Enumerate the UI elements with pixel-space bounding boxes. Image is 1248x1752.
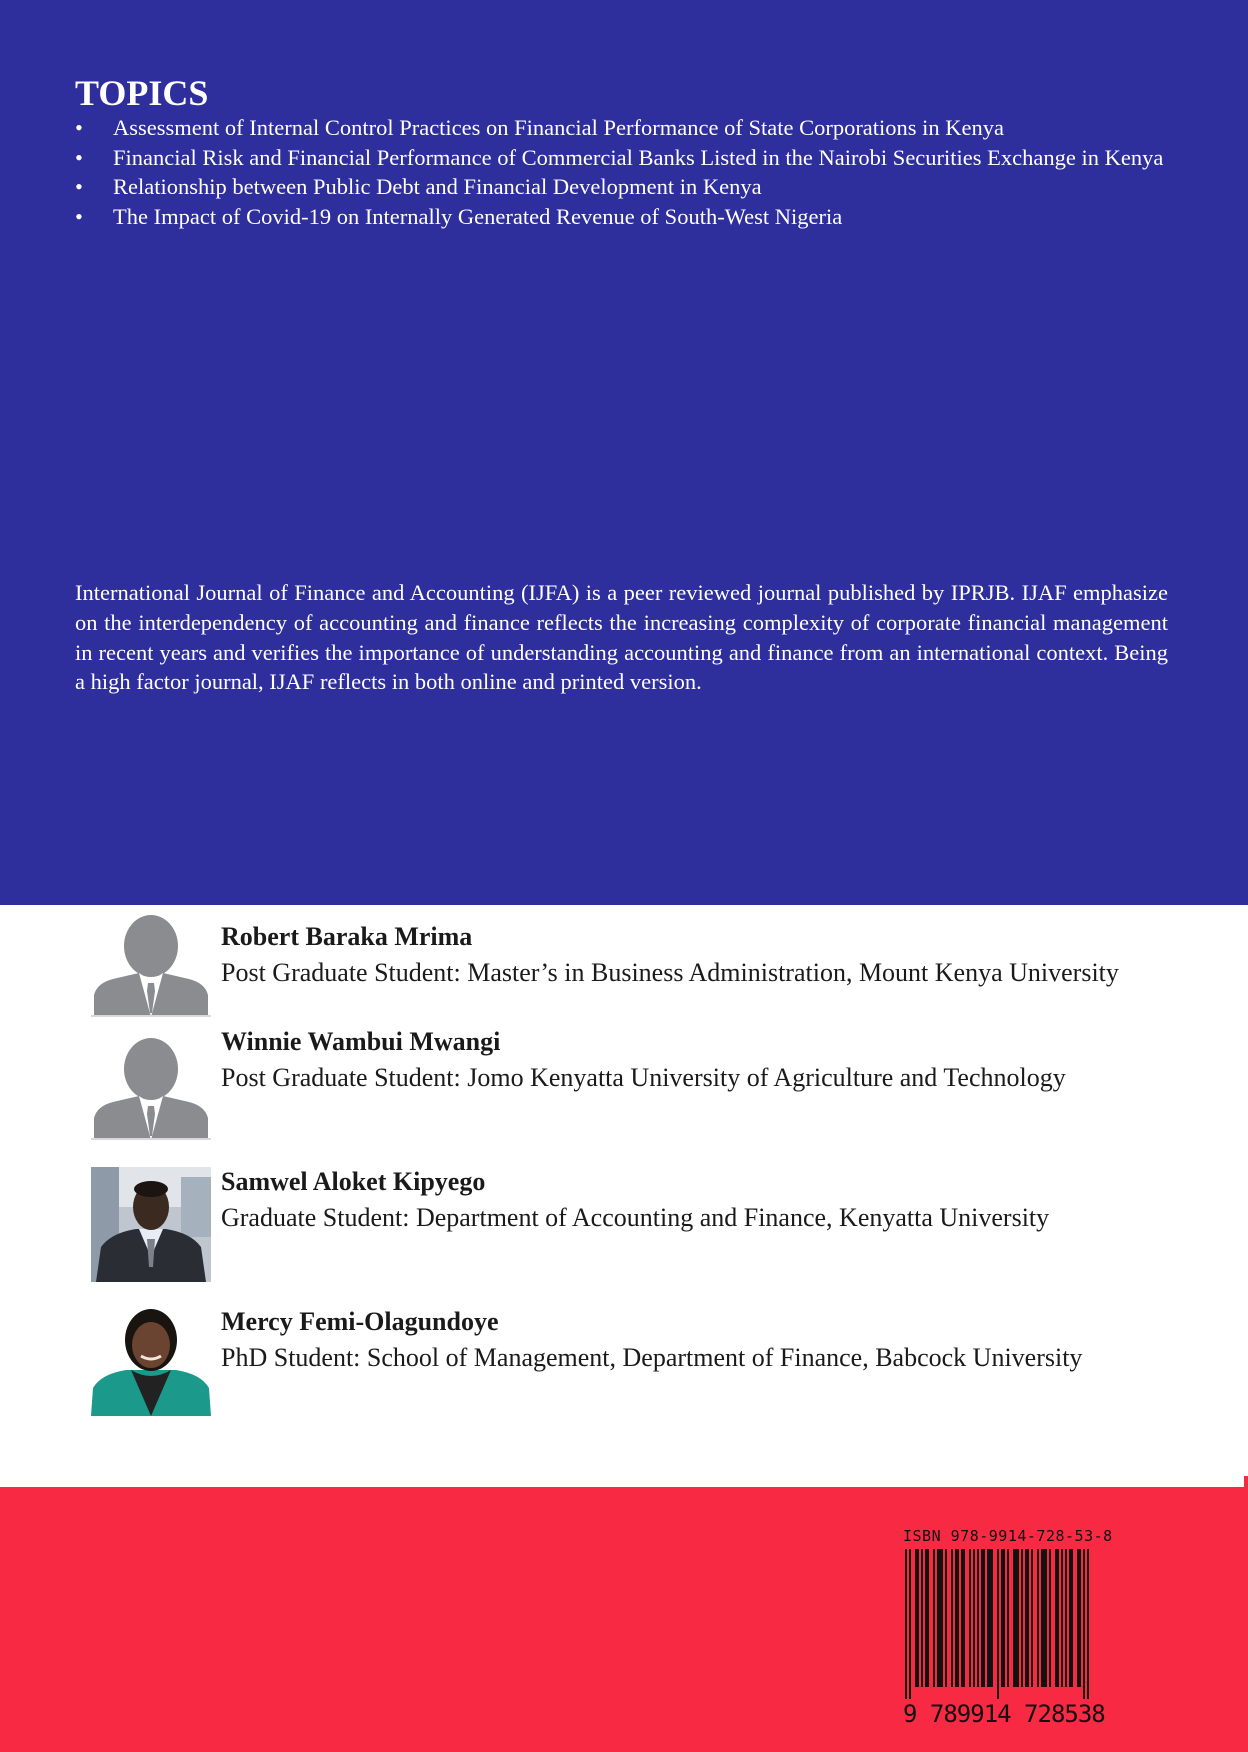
author-photo <box>91 1300 211 1416</box>
barcode-bar <box>933 1549 935 1687</box>
barcode-bar <box>1055 1549 1057 1687</box>
barcode-bar <box>1017 1549 1019 1687</box>
bullet-icon: • <box>75 144 83 170</box>
barcode-bar <box>1071 1549 1073 1687</box>
barcode-bar <box>1057 1549 1059 1687</box>
barcode-bar <box>945 1549 947 1687</box>
topic-item <box>75 143 1175 173</box>
barcode-bar <box>977 1549 979 1687</box>
barcode-bar <box>1003 1549 1005 1687</box>
author-affiliation: PhD Student: School of Management, Department of Finance, Babcock University <box>221 1343 1083 1372</box>
topic-text: Financial Risk and Financial Performance of Commercial Banks Listed in the Nairobi Securities Exchange in Kenya <box>113 144 1164 170</box>
barcode-bar <box>939 1549 941 1687</box>
barcode-bar <box>1083 1549 1085 1699</box>
barcode-bar <box>937 1549 939 1687</box>
barcode-bar <box>1037 1549 1039 1687</box>
barcode-bar <box>1025 1549 1027 1687</box>
portrait-photo-icon <box>91 1167 211 1282</box>
barcode-bar <box>1021 1549 1023 1687</box>
barcode-bar <box>1077 1549 1079 1687</box>
journal-description: International Journal of Finance and Accounting (IJFA) is a peer reviewed journal published by IPRJB. IJAF emphasize on the interdependency of accounting and finance reflects the increasing complexity of corporate financial management in recent years and verifies the importance of understanding accounting and finance from an international context. Being a high factor journal, IJAF reflects in both online and printed version. <box>75 580 1168 695</box>
author-name: Robert Baraka Mrima <box>221 922 473 951</box>
topic-text: The Impact of Covid-19 on Internally Generated Revenue of South-West Nigeria <box>113 203 843 229</box>
barcode-bar <box>989 1549 991 1687</box>
author-affiliation: Post Graduate Student: Jomo Kenyatta University of Agriculture and Technology <box>221 1063 1066 1092</box>
author-avatar-silhouette <box>91 1035 211 1140</box>
barcode-bar <box>969 1549 971 1687</box>
barcode-bar <box>963 1549 965 1687</box>
portrait-photo-icon <box>91 1300 211 1416</box>
author-affiliation: Post Graduate Student: Master’s in Business Administration, Mount Kenya University <box>221 958 1119 987</box>
author-name: Mercy Femi-Olagundoye <box>221 1307 499 1336</box>
bullet-icon: • <box>75 203 83 229</box>
barcode-bar <box>1065 1549 1067 1687</box>
barcode-bar <box>955 1549 957 1687</box>
barcode-bar <box>981 1549 983 1687</box>
barcode-bar <box>1069 1549 1071 1687</box>
barcode-bar <box>1079 1549 1081 1687</box>
barcode-bar <box>921 1549 923 1687</box>
barcode-bar <box>925 1549 927 1687</box>
barcode-bar <box>1087 1549 1089 1699</box>
barcode-bar <box>973 1549 975 1687</box>
barcode-bar <box>941 1549 943 1687</box>
barcode-bar <box>1031 1549 1033 1687</box>
topic-text: Relationship between Public Debt and Financial Development in Kenya <box>113 174 762 199</box>
author-avatar-silhouette <box>91 913 211 1017</box>
barcode-bar <box>1041 1549 1043 1687</box>
barcode-bar <box>1013 1549 1015 1687</box>
barcode-bar <box>1001 1549 1003 1687</box>
topic-item <box>75 202 1175 232</box>
barcode-bar <box>987 1549 989 1687</box>
barcode-bar <box>957 1549 959 1687</box>
barcode-digits: 9 789914 728538 <box>903 1700 1105 1728</box>
topics-list <box>75 113 1175 231</box>
barcode-bar <box>961 1549 963 1687</box>
barcode-bar <box>997 1549 999 1699</box>
isbn-label: ISBN 978-9914-728-53-8 <box>903 1527 1113 1545</box>
author-affiliation: Graduate Student: Department of Accounting and Finance, Kenyatta University <box>221 1203 1050 1232</box>
person-silhouette-icon <box>91 1035 211 1140</box>
bullet-icon: • <box>75 115 83 140</box>
bullet-icon: • <box>75 174 83 199</box>
barcode-bar <box>1049 1549 1051 1687</box>
barcode-bar <box>1061 1549 1063 1687</box>
author-photo <box>91 1167 211 1282</box>
person-silhouette-icon <box>91 913 211 1017</box>
author-name: Winnie Wambui Mwangi <box>221 1027 501 1056</box>
barcode-bar <box>905 1549 907 1699</box>
topics-heading: TOPICS <box>75 73 209 113</box>
barcode-bar <box>1015 1549 1017 1687</box>
barcode-bar <box>909 1549 911 1699</box>
topic-item <box>75 172 1175 202</box>
barcode-bar <box>1027 1549 1029 1687</box>
barcode-icon <box>903 1549 1103 1699</box>
topic-text: Assessment of Internal Control Practices on Financial Performance of State Corporations in Kenya <box>113 115 1005 140</box>
barcode-bar <box>927 1549 929 1687</box>
barcode-bar <box>917 1549 919 1687</box>
barcode-bar <box>1007 1549 1009 1687</box>
barcode-bar <box>915 1549 917 1687</box>
barcode-bar <box>983 1549 985 1687</box>
topic-item <box>75 113 1175 143</box>
barcode-bar <box>1045 1549 1047 1687</box>
barcode-bar <box>1043 1549 1045 1687</box>
barcode-bar <box>951 1549 953 1687</box>
barcode-bar <box>991 1549 993 1687</box>
author-name: Samwel Aloket Kipyego <box>221 1167 486 1196</box>
